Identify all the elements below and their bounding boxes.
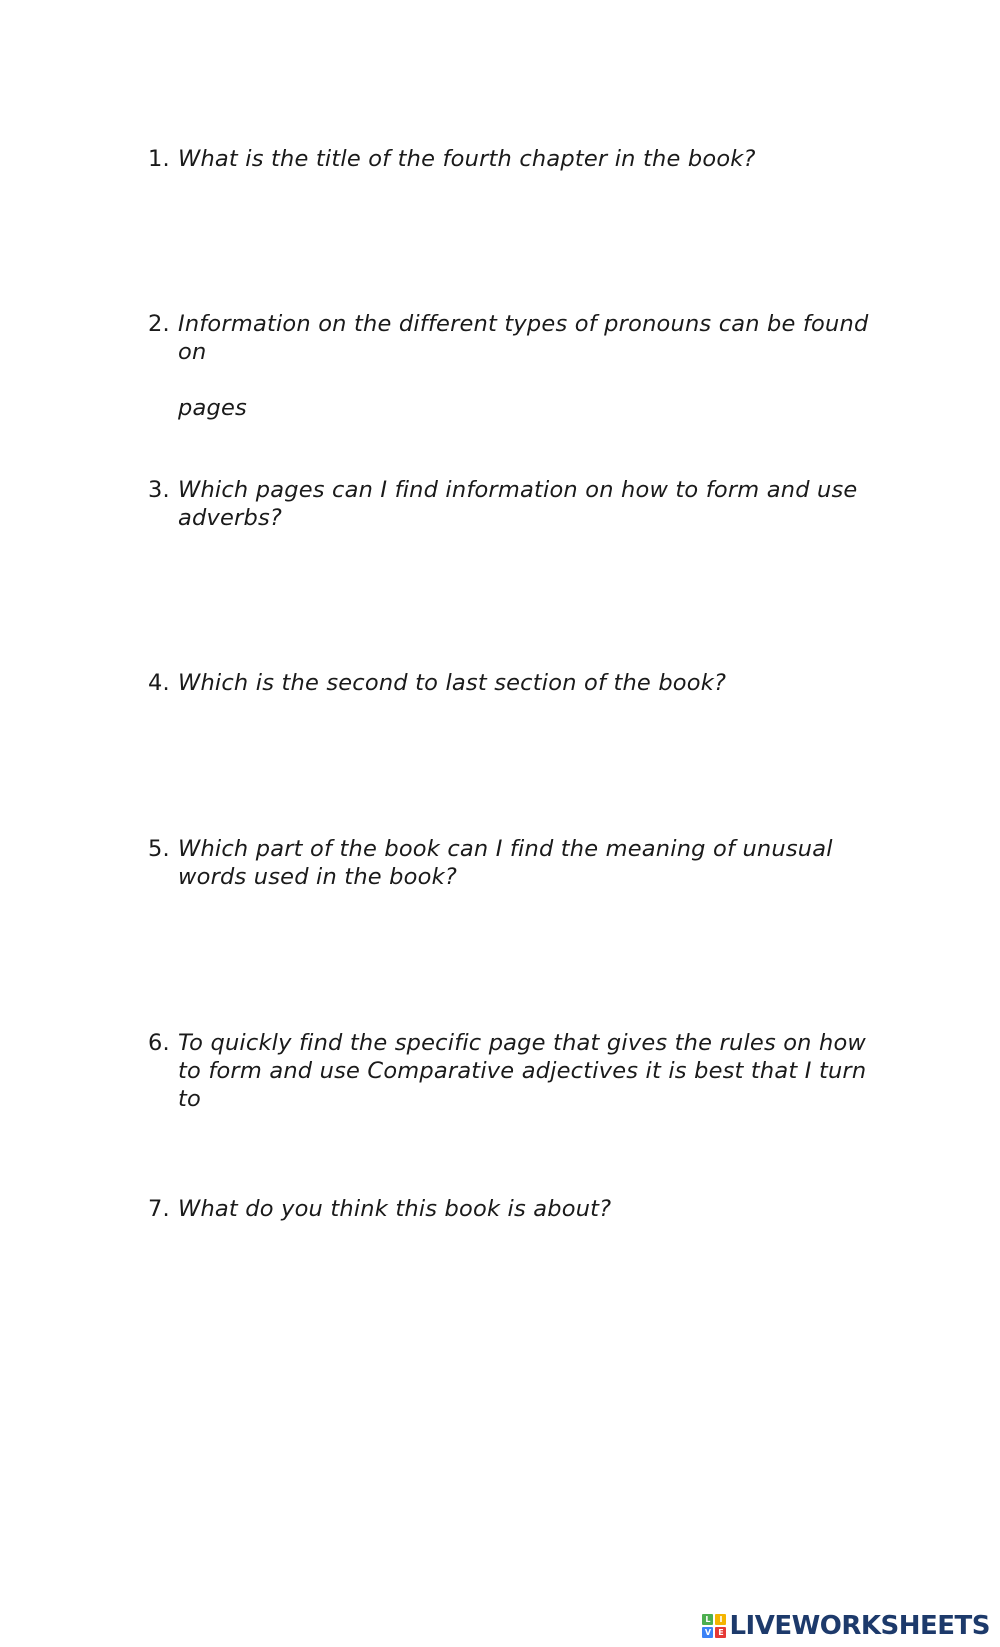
logo-text: LIVEWORKSHEETS: [729, 1611, 990, 1641]
question-number: 7.: [148, 1196, 170, 1222]
logo-letter-l: L: [702, 1614, 713, 1625]
logo-letter-v: V: [702, 1627, 713, 1638]
question-text: Which is the second to last section of the book?: [178, 670, 727, 696]
question-3: [148, 476, 888, 532]
question-text: Which part of the book can I find the meaning of unusual words used in the book?: [178, 836, 833, 890]
question-continuation: pages: [178, 395, 247, 421]
question-text: Which pages can I find information on how to form and use adverbs?: [178, 477, 858, 531]
logo-mark-icon: [702, 1614, 726, 1638]
liveworksheets-logo[interactable]: [702, 1613, 990, 1639]
question-1: [148, 145, 888, 173]
question-number: 3.: [148, 477, 170, 503]
question-number: 5.: [148, 836, 170, 862]
question-text: Information on the different types of pronouns can be found on: [178, 311, 869, 365]
question-2: [148, 310, 888, 422]
question-5: [148, 835, 888, 891]
question-number: 1.: [148, 146, 170, 172]
question-number: 2.: [148, 311, 170, 337]
question-4: [148, 669, 888, 697]
question-6: [148, 1029, 888, 1113]
logo-letter-i: I: [715, 1614, 726, 1625]
question-7: [148, 1195, 888, 1223]
question-number: 6.: [148, 1030, 170, 1056]
question-text: What is the title of the fourth chapter in the book?: [178, 146, 756, 172]
logo-letter-e: E: [715, 1627, 726, 1638]
question-number: 4.: [148, 670, 170, 696]
question-text: To quickly find the specific page that gives the rules on how to form and use Comparative adjectives it is best that I turn to: [178, 1030, 867, 1112]
question-text: What do you think this book is about?: [178, 1196, 612, 1222]
